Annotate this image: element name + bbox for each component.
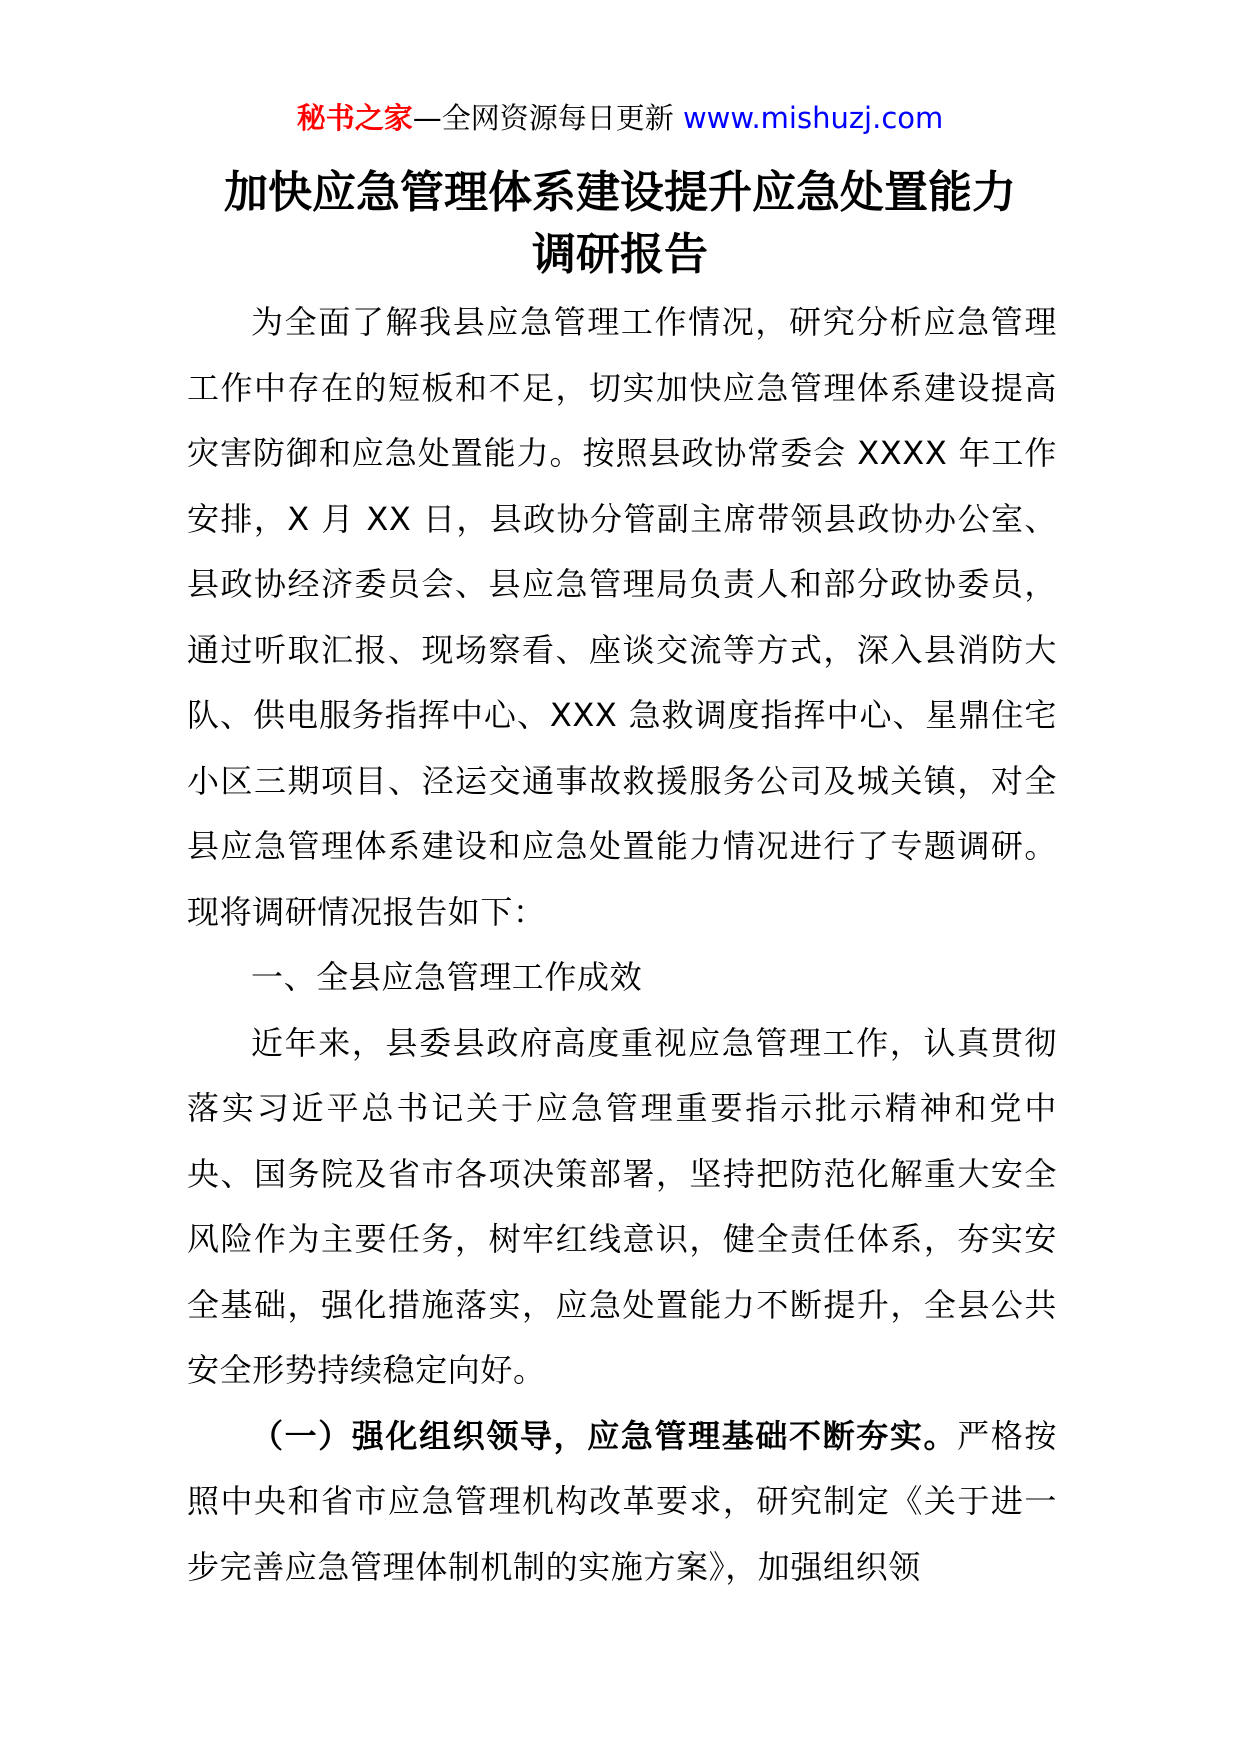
site-header: [0, 98, 1240, 138]
intro-paragraph: 为全面了解我县应急管理工作情况，研究分析应急管理工作中存在的短板和不足，切实加快应急管理体系建设提高灾害防御和应急处置能力。按照县政协常委会 XXXX 年工作安排，X 月 XX 日，县政协分管副主席带领县政协办公室、县政协经济委员会、县应急管理局负责人和部分政协委员，通过听取汇报、现场察看、座谈交流等方式，深入县消防大队、供电服务指挥中心、XXX 急救调度指挥中心、星鼎住宅小区三期项目、泾运交通事故救援服务公司及城关镇，对全县应急管理体系建设和应急处置能力情况进行了专题调研。现将调研情况报告如下：: [187, 303, 1057, 931]
site-url-link[interactable]: www.mishuzj.com: [682, 101, 944, 135]
subsection-1-heading: （一）强化组织领导，应急管理基础不断夯实。: [251, 1416, 958, 1455]
site-brand: 秘书之家: [296, 101, 413, 135]
section-1-heading: 一、全县应急管理工作成效: [251, 958, 643, 996]
subsection-1-paragraph: [187, 1404, 1057, 1601]
title-line-1: 加快应急管理体系建设提升应急处置能力: [224, 167, 1016, 218]
document-body: [187, 290, 1057, 1600]
subsection-1-text: 严格按照中央和省市应急管理机构改革要求，研究制定《关于进一步完善应急管理体制机制的实施方案》，加强组织领: [187, 1416, 1057, 1586]
section-1-paragraph: 近年来，县委县政府高度重视应急管理工作，认真贯彻落实习近平总书记关于应急管理重要指示批示精神和党中央、国务院及省市各项决策部署，坚持把防范化解重大安全风险作为主要任务，树牢红线意识，健全责任体系，夯实安全基础，强化措施落实，应急处置能力不断提升，全县公共安全形势持续稳定向好。: [187, 1023, 1057, 1389]
document-title: [0, 162, 1240, 286]
site-tagline: —全网资源每日更新: [412, 101, 683, 135]
title-line-2: 调研报告: [532, 229, 708, 280]
